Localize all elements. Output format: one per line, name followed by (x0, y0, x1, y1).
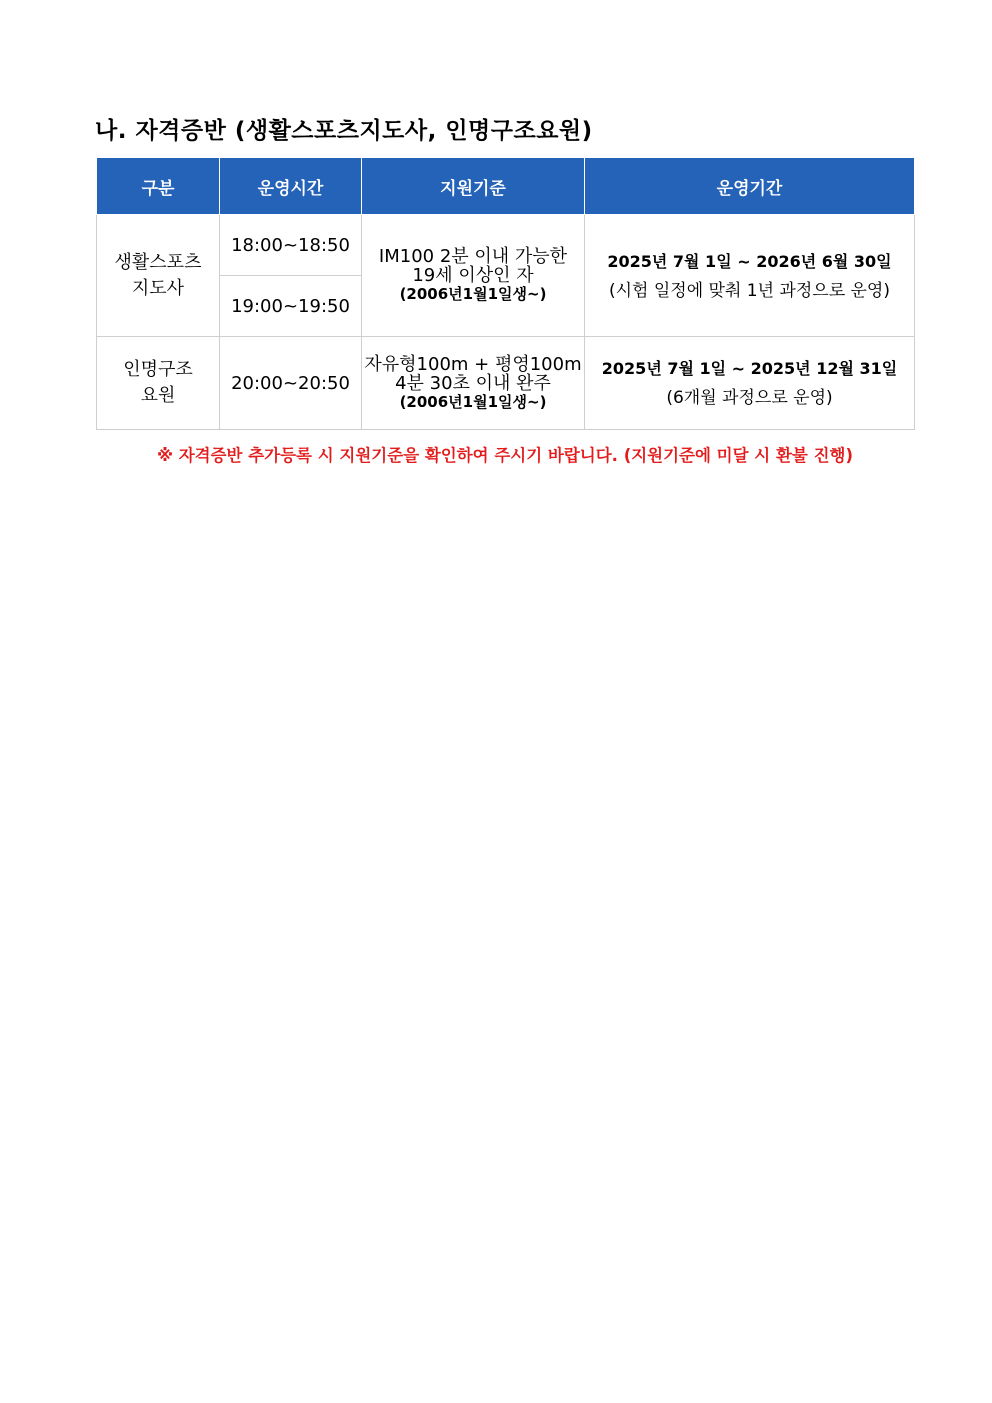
category-cell (97, 337, 220, 430)
header-period: 운영기간 (585, 158, 915, 215)
schedule-table (96, 157, 915, 430)
criteria-line: 19세 이상인 자 (412, 265, 534, 286)
period-cell (585, 215, 915, 337)
period-note: (시험 일정에 맞춰 1년 과정으로 운영) (608, 280, 890, 301)
table-header-row (97, 158, 915, 215)
table-row (97, 337, 915, 430)
section-title: 나. 자격증반 (생활스포츠지도사, 인명구조요원) (95, 118, 593, 144)
category-cell (97, 215, 220, 337)
time-cell: 20:00~20:50 (220, 337, 362, 430)
period-dates: 2025년 7월 1일 ~ 2025년 12월 31일 (601, 359, 898, 378)
category-line: 인명구조 (123, 359, 193, 380)
criteria-cell (362, 215, 585, 337)
header-category: 구분 (97, 158, 220, 215)
period-note: (6개월 과정으로 운영) (666, 388, 833, 408)
period-dates: 2025년 7월 1일 ~ 2026년 6월 30일 (607, 251, 892, 271)
registration-notice: ※ 자격증반 추가등록 시 지원기준을 확인하여 주시기 바랍니다. (지원기준에 미달 시 환불 진행) (156, 446, 854, 465)
table-row (97, 215, 915, 276)
category-line: 생활스포츠 (114, 251, 202, 273)
criteria-line: 자유형100m + 평영100m (364, 353, 582, 375)
criteria-line: IM100 2분 이내 가능한 (378, 246, 568, 267)
criteria-cell (362, 337, 585, 430)
period-cell (585, 337, 915, 430)
criteria-birth: (2006년1월1일생~) (399, 285, 547, 303)
time-cell: 18:00~18:50 (220, 215, 362, 276)
header-time: 운영시간 (220, 158, 362, 215)
header-criteria: 지원기준 (362, 158, 585, 215)
category-line: 요원 (140, 385, 176, 406)
time-cell: 19:00~19:50 (220, 276, 362, 337)
category-line: 지도사 (131, 277, 185, 299)
criteria-line: 4분 30초 이내 완주 (395, 372, 551, 394)
criteria-birth: (2006년1월1일생~) (399, 392, 547, 411)
